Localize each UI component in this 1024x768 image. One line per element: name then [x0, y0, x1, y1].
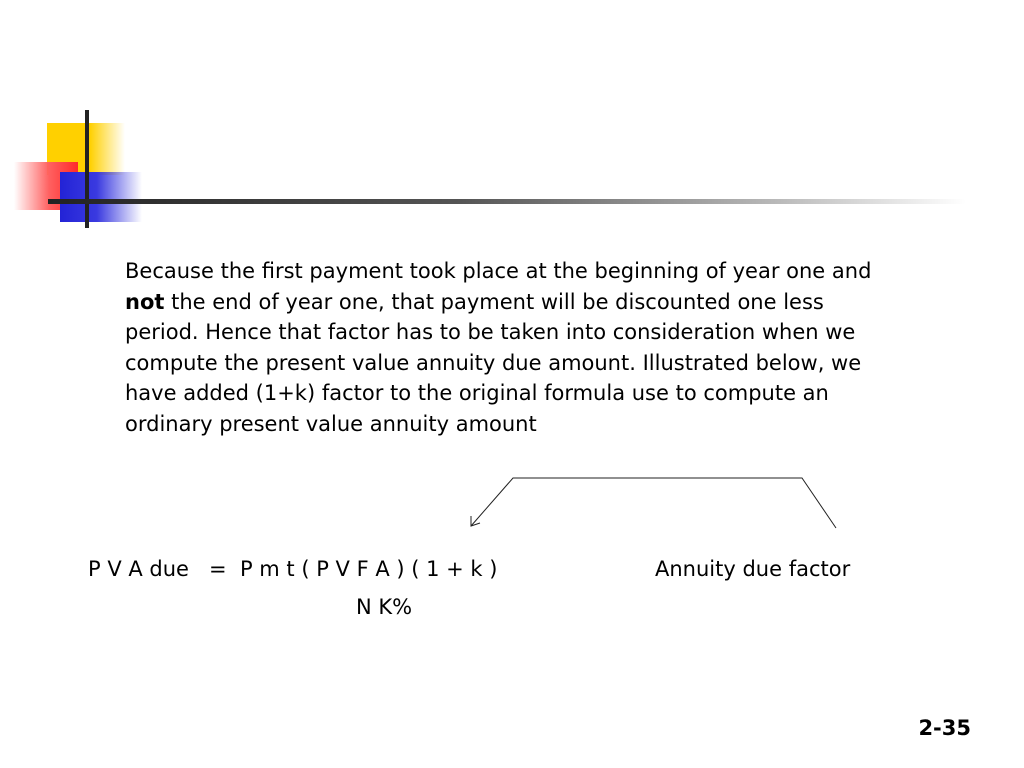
body-line-4: compute the present value annuity due amount. Illustrated below, we — [125, 350, 862, 375]
factor-arrow-path — [471, 478, 836, 528]
page-number: 2-35 — [918, 716, 971, 740]
body-line-1: Because the first payment took place at the beginning of year one and — [125, 259, 872, 283]
body-line-3: period. Hence that factor has to be taken into consideration when we — [125, 320, 856, 344]
formula-subscript: N K% — [356, 595, 413, 619]
arrow-head-icon — [471, 516, 480, 526]
body-paragraph — [125, 256, 945, 439]
decor-blue-square — [60, 172, 142, 222]
decor-vertical-line — [85, 110, 89, 228]
pvadue-formula: P V A due = P m t ( P V F A ) ( 1 + k ) — [88, 557, 498, 581]
body-line-5: have added (1+k) factor to the original formula use to compute an — [125, 381, 829, 405]
title-divider-line — [48, 199, 966, 204]
emphasis-not: not — [125, 289, 165, 314]
body-line-2 — [125, 287, 945, 318]
body-line-2-rest: the end of year one, that payment will be discounted one less — [164, 289, 824, 314]
body-line-6: ordinary present value annuity amount — [125, 411, 537, 436]
annuity-due-factor-label: Annuity due factor — [655, 557, 851, 581]
